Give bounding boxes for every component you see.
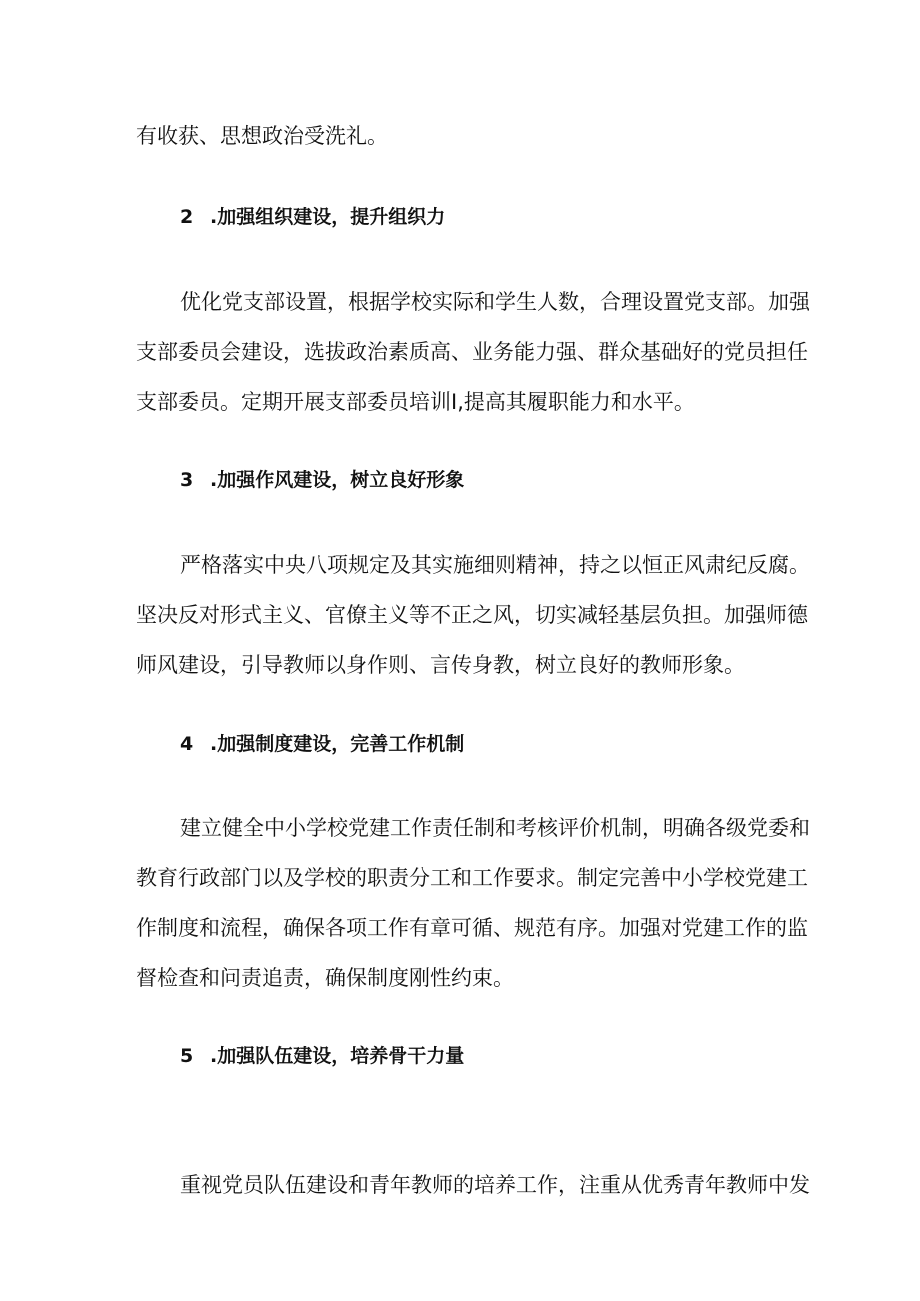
paragraph-line: 支部委员会建设，选拔政治素质高、业务能力强、群众基础好的党员担任 bbox=[136, 340, 808, 364]
intro-line: 有收获、思想政治受洗礼。 bbox=[136, 124, 388, 148]
section-number: 5 bbox=[180, 1045, 194, 1067]
section-number: 3 bbox=[180, 469, 194, 491]
section-number: 2 bbox=[180, 206, 194, 228]
paragraph-line: 建立健全中小学校党建工作责任制和考核评价机制，明确各级党委和 bbox=[180, 816, 810, 840]
section-heading-5 bbox=[180, 1042, 464, 1070]
section-heading-4 bbox=[180, 730, 464, 758]
section-heading-3 bbox=[180, 466, 464, 494]
paragraph-line: 教育行政部门以及学校的职责分工和工作要求。制定完善中小学校党建工 bbox=[136, 866, 808, 890]
paragraph-line: 支部委员。定期开展支部委员培训I,提高其履职能力和水平。 bbox=[136, 390, 695, 414]
section-title: .加强队伍建设，培养骨干力量 bbox=[210, 1045, 465, 1067]
section-number: 4 bbox=[180, 733, 194, 755]
paragraph-line: 师风建设，引导教师以身作则、言传身教，树立良好的教师形象。 bbox=[136, 653, 745, 677]
section-title: .加强制度建设，完善工作机制 bbox=[210, 733, 465, 755]
section-title: .加强组织建设，提升组织力 bbox=[210, 206, 446, 228]
paragraph-line: 重视党员队伍建设和青年教师的培养工作，注重从优秀青年教师中发 bbox=[180, 1173, 810, 1197]
paragraph-line: 优化党支部设置，根据学校实际和学生人数，合理设置党支部。加强 bbox=[180, 290, 810, 314]
paragraph-line: 严格落实中央八项规定及其实施细则精神，持之以恒正风肃纪反腐。 bbox=[180, 553, 810, 577]
paragraph-line: 督检查和问责追责，确保制度刚性约束。 bbox=[136, 966, 514, 990]
section-heading-2 bbox=[180, 203, 445, 231]
paragraph-line: 坚决反对形式主义、官僚主义等不正之风，切实减轻基层负担。加强师德 bbox=[136, 603, 808, 627]
section-title: .加强作风建设，树立良好形象 bbox=[210, 469, 465, 491]
paragraph-line: 作制度和流程，确保各项工作有章可循、规范有序。加强对党建工作的监 bbox=[136, 916, 808, 940]
